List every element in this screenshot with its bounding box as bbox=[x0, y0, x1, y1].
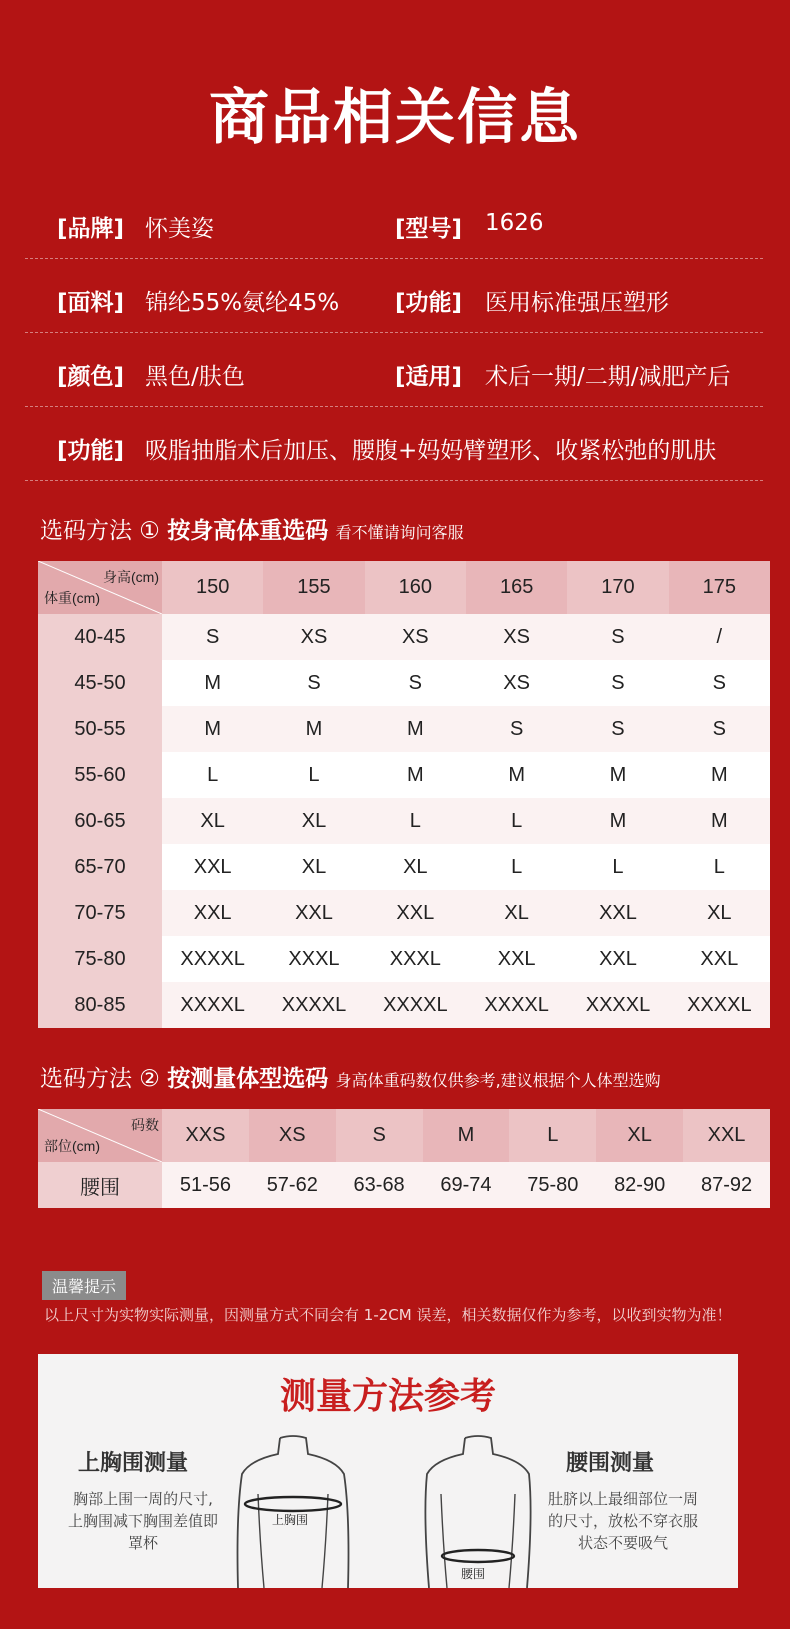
info-value: 怀美姿 bbox=[145, 216, 214, 242]
waist-range-cell: 82-90 bbox=[596, 1162, 683, 1208]
size-cell: XS bbox=[263, 614, 364, 660]
corner-bottom-label: 部位(cm) bbox=[44, 1138, 100, 1154]
size-cell: XXXXL bbox=[365, 982, 466, 1028]
size-cell: XXL bbox=[365, 890, 466, 936]
size-cell: M bbox=[466, 752, 567, 798]
corner-bottom-label: 体重(cm) bbox=[44, 590, 100, 606]
height-header: 155 bbox=[263, 561, 364, 614]
size-header: XXL bbox=[683, 1109, 770, 1162]
info-label: [型号] bbox=[395, 216, 463, 242]
size-cell: S bbox=[466, 706, 567, 752]
info-value: 术后一期/二期/减肥产后 bbox=[485, 364, 731, 390]
weight-cell: 45-50 bbox=[38, 660, 162, 706]
size-cell: XS bbox=[466, 614, 567, 660]
size-cell: XL bbox=[162, 798, 263, 844]
height-weight-size-table bbox=[38, 561, 770, 1028]
weight-cell: 55-60 bbox=[38, 752, 162, 798]
size-cell: / bbox=[669, 614, 770, 660]
tip-text: 以上尺寸为实物实际测量，因测量方式不同会有 1-2CM 误差，相关数据仅作为参考，以收到实物为准！ bbox=[44, 1306, 732, 1324]
size-cell: L bbox=[162, 752, 263, 798]
table-row bbox=[38, 1162, 770, 1208]
info-label: [适用] bbox=[395, 364, 463, 390]
table-row bbox=[38, 982, 770, 1028]
size-cell: M bbox=[263, 706, 364, 752]
table-row bbox=[38, 706, 770, 752]
chest-measure-desc: 胸部上围一周的尺寸, 上胸围减下胸围差值即 罩杯 bbox=[67, 1490, 218, 1552]
info-label: [颜色] bbox=[57, 364, 125, 390]
size-cell: XS bbox=[365, 614, 466, 660]
size-cell: XS bbox=[466, 660, 567, 706]
tip-badge: 温馨提示 bbox=[42, 1271, 126, 1300]
size-cell: L bbox=[263, 752, 364, 798]
weight-cell: 40-45 bbox=[38, 614, 162, 660]
size-cell: M bbox=[365, 752, 466, 798]
info-label: [面料] bbox=[57, 290, 125, 316]
waist-label: 腰围 bbox=[461, 1567, 486, 1581]
size-cell: XXXL bbox=[365, 936, 466, 982]
waist-range-cell: 51-56 bbox=[162, 1162, 249, 1208]
info-row bbox=[25, 406, 763, 481]
weight-cell: 60-65 bbox=[38, 798, 162, 844]
size-cell: XL bbox=[365, 844, 466, 890]
size-cell: M bbox=[669, 798, 770, 844]
size-header: XS bbox=[249, 1109, 336, 1162]
corner-top-label: 码数 bbox=[131, 1117, 159, 1133]
size-cell: XXL bbox=[162, 890, 263, 936]
size-cell: S bbox=[263, 660, 364, 706]
size-cell: XXXXL bbox=[162, 936, 263, 982]
size-cell: M bbox=[162, 660, 263, 706]
size-cell: S bbox=[669, 660, 770, 706]
waist-label-cell: 腰围 bbox=[38, 1162, 162, 1208]
size-cell: S bbox=[669, 706, 770, 752]
size-cell: L bbox=[669, 844, 770, 890]
info-value: 1626 bbox=[485, 210, 544, 236]
corner-top-label: 身高(cm) bbox=[103, 569, 159, 585]
height-header: 165 bbox=[466, 561, 567, 614]
info-label: [品牌] bbox=[57, 216, 125, 242]
info-value: 吸脂抽脂术后加压、腰腹+妈妈臂塑形、收紧松弛的肌肤 bbox=[145, 438, 717, 464]
info-value: 锦纶55%氨纶45% bbox=[145, 290, 340, 316]
size-header: L bbox=[509, 1109, 596, 1162]
measure-title: 测量方法参考 bbox=[279, 1376, 496, 1417]
chest-figure-illustration bbox=[228, 1434, 358, 1588]
measure-guide bbox=[38, 1354, 738, 1588]
chest-measure-title: 上胸围测量 bbox=[78, 1451, 189, 1476]
size-cell: M bbox=[567, 798, 668, 844]
info-row bbox=[25, 184, 763, 259]
waist-range-cell: 69-74 bbox=[423, 1162, 510, 1208]
size-cell: M bbox=[567, 752, 668, 798]
size-cell: XXL bbox=[567, 936, 668, 982]
size-method-1-title: 选码方法 ① 按身高体重选码 看不懂请询问客服 bbox=[40, 518, 464, 544]
size-cell: XXXXL bbox=[567, 982, 668, 1028]
table-row bbox=[38, 844, 770, 890]
info-value: 黑色/肤色 bbox=[145, 364, 245, 390]
waist-figure-illustration bbox=[413, 1434, 543, 1588]
size-cell: S bbox=[567, 660, 668, 706]
size-cell: S bbox=[567, 706, 668, 752]
size-cell: XXL bbox=[567, 890, 668, 936]
size-cell: XL bbox=[466, 890, 567, 936]
waist-measure-desc: 肚脐以上最细部位一周 的尺寸，放松不穿衣服 状态不要吸气 bbox=[547, 1490, 698, 1552]
size-cell: XXXXL bbox=[162, 982, 263, 1028]
weight-cell: 80-85 bbox=[38, 982, 162, 1028]
table-row bbox=[38, 660, 770, 706]
chest-label: 上胸围 bbox=[272, 1513, 309, 1527]
size-cell: L bbox=[365, 798, 466, 844]
size-cell: XL bbox=[669, 890, 770, 936]
waist-range-cell: 57-62 bbox=[249, 1162, 336, 1208]
info-label: [功能] bbox=[57, 438, 125, 464]
size-cell: XXXXL bbox=[263, 982, 364, 1028]
table-row bbox=[38, 614, 770, 660]
weight-cell: 75-80 bbox=[38, 936, 162, 982]
table-row bbox=[38, 798, 770, 844]
waist-range-cell: 75-80 bbox=[509, 1162, 596, 1208]
height-header: 150 bbox=[162, 561, 263, 614]
waist-size-table bbox=[38, 1109, 770, 1208]
size-cell: XXL bbox=[263, 890, 364, 936]
size-header: XL bbox=[596, 1109, 683, 1162]
size-cell: M bbox=[669, 752, 770, 798]
weight-cell: 65-70 bbox=[38, 844, 162, 890]
size-cell: XL bbox=[263, 844, 364, 890]
table-corner bbox=[38, 561, 162, 614]
waist-range-cell: 87-92 bbox=[683, 1162, 770, 1208]
info-value: 医用标准强压塑形 bbox=[485, 290, 669, 316]
size-cell: L bbox=[466, 844, 567, 890]
size-cell: S bbox=[567, 614, 668, 660]
table-row bbox=[38, 890, 770, 936]
waist-range-cell: 63-68 bbox=[336, 1162, 423, 1208]
height-header: 175 bbox=[669, 561, 770, 614]
size-cell: M bbox=[162, 706, 263, 752]
info-label: [功能] bbox=[395, 290, 463, 316]
table-row bbox=[38, 752, 770, 798]
size-header: S bbox=[336, 1109, 423, 1162]
size-cell: S bbox=[365, 660, 466, 706]
info-row bbox=[25, 332, 763, 407]
weight-cell: 70-75 bbox=[38, 890, 162, 936]
info-row bbox=[25, 258, 763, 333]
page-title: 商品相关信息 bbox=[209, 83, 581, 153]
size-cell: XXL bbox=[162, 844, 263, 890]
size-method-2-title: 选码方法 ② 按测量体型选码 身高体重码数仅供参考,建议根据个人体型选购 bbox=[40, 1066, 661, 1092]
table-row bbox=[38, 936, 770, 982]
size-cell: XXL bbox=[466, 936, 567, 982]
table-corner bbox=[38, 1109, 162, 1162]
size-cell: S bbox=[162, 614, 263, 660]
size-cell: M bbox=[365, 706, 466, 752]
size-cell: XXXL bbox=[263, 936, 364, 982]
size-cell: XXXXL bbox=[466, 982, 567, 1028]
height-header: 170 bbox=[567, 561, 668, 614]
size-cell: XL bbox=[263, 798, 364, 844]
size-cell: L bbox=[466, 798, 567, 844]
waist-measure-title: 腰围测量 bbox=[566, 1451, 655, 1476]
height-header: 160 bbox=[365, 561, 466, 614]
weight-cell: 50-55 bbox=[38, 706, 162, 752]
size-cell: XXXXL bbox=[669, 982, 770, 1028]
size-cell: XXL bbox=[669, 936, 770, 982]
size-cell: L bbox=[567, 844, 668, 890]
size-header: M bbox=[423, 1109, 510, 1162]
size-header: XXS bbox=[162, 1109, 249, 1162]
